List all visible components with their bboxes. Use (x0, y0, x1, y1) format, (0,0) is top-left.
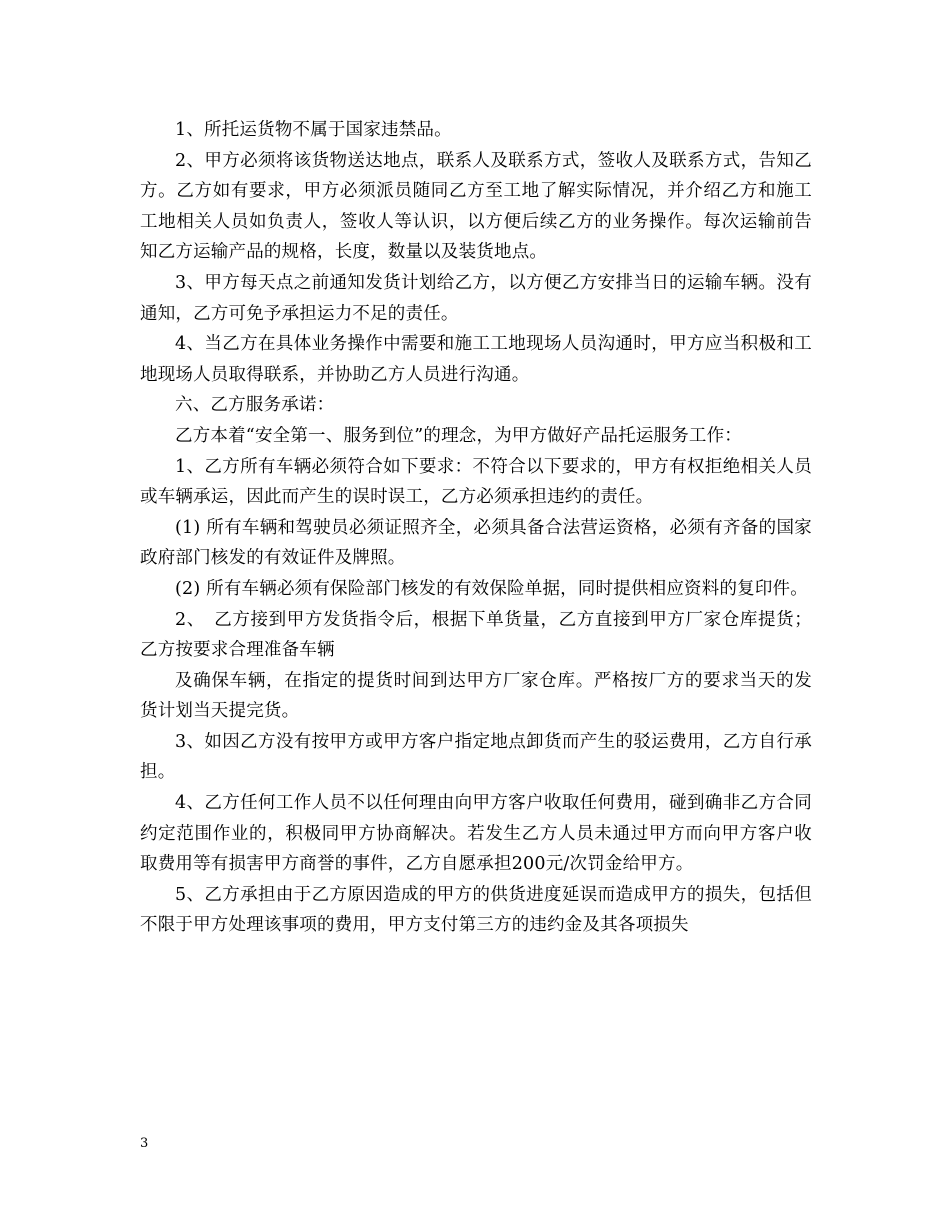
paragraph: (1) 所有车辆和驾驶员必须证照齐全，必须具备合法营运资格，必须有齐备的国家政府部门核发的有效证件及牌照。 (140, 517, 812, 569)
paragraph: 4、当乙方在具体业务操作中需要和施工工地现场人员沟通时，甲方应当积极和工地现场人员取得联系，并协助乙方人员进行沟通。 (140, 334, 812, 385)
paragraph: 乙方本着“安全第一、服务到位”的理念，为甲方做好产品托运服务工作： (175, 425, 742, 446)
paragraph: 1、所托运货物不属于国家违禁品。 (175, 120, 452, 140)
paragraph: 4、乙方任何工作人员不以任何理由向甲方客户收取任何费用，碰到确非乙方合同约定范围作业的，积极同甲方协商解决。若发生乙方人员未通过甲方而向甲方客户收取费用等有损害甲方商誉的事件，乙方自愿承担200元/次罚金给甲方。 (140, 793, 812, 875)
page-number: 3 (140, 1136, 149, 1151)
document-body (140, 115, 812, 941)
paragraph: 3、如因乙方没有按甲方或甲方客户指定地点卸货而产生的驳运费用，乙方自行承担。 (140, 731, 812, 783)
paragraph: 1、乙方所有车辆必须符合如下要求：不符合以下要求的，甲方有权拒绝相关人员或车辆承运，因此而产生的误时误工，乙方必须承担违约的责任。 (140, 456, 812, 508)
paragraph: 2、 乙方接到甲方发货指令后，根据下单货量，乙方直接到甲方厂家仓库提货；乙方按要求合理准备车辆 (140, 609, 812, 661)
paragraph: 3、甲方每天点之前通知发货计划给乙方，以方便乙方安排当日的运输车辆。没有通知，乙方可免予承担运力不足的责任。 (140, 272, 812, 324)
paragraph: (2) 所有车辆必须有保险部门核发的有效保险单据，同时提供相应资料的复印件。 (175, 578, 808, 599)
paragraph: 5、乙方承担由于乙方原因造成的甲方的供货进度延误而造成甲方的损失，包括但不限于甲方处理该事项的费用，甲方支付第三方的违约金及其各项损失 (140, 884, 812, 936)
paragraph: 及确保车辆，在指定的提货时间到达甲方厂家仓库。严格按厂方的要求当天的发货计划当天提完货。 (140, 670, 812, 722)
section-heading: 六、乙方服务承诺： (175, 395, 335, 416)
paragraph: 2、甲方必须将该货物送达地点，联系人及联系方式，签收人及联系方式，告知乙方。乙方如有要求，甲方必须派员随同乙方至工地了解实际情况，并介绍乙方和施工工地相关人员如负责人，签收人等认识，以方便后续乙方的业务操作。每次运输前告知乙方运输产品的规格，长度，数量以及装货地点。 (140, 150, 812, 263)
